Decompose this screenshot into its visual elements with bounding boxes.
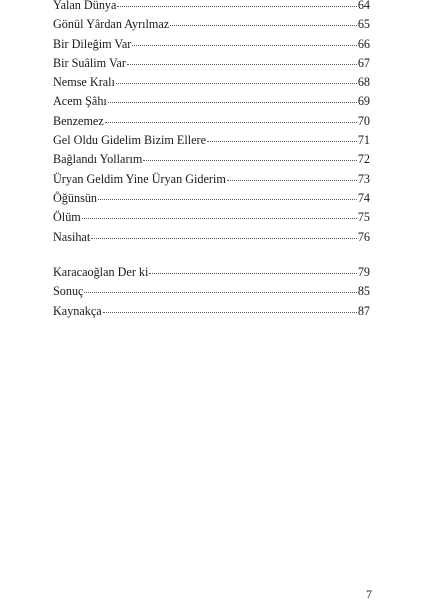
toc-entry xyxy=(53,208,370,227)
toc-entry-title: Üryan Geldim Yine Üryan Giderim xyxy=(53,171,226,186)
toc-entry-page: 69 xyxy=(357,94,370,109)
toc-entry-page: 70 xyxy=(357,113,370,128)
toc-entry-title: Karacaoğlan Der ki xyxy=(53,265,149,279)
toc-entry xyxy=(53,228,370,247)
toc-entry xyxy=(53,131,370,150)
toc-entry xyxy=(53,189,370,208)
toc-entry-page: 73 xyxy=(357,171,370,186)
toc-entry-page: 87 xyxy=(357,303,370,318)
toc-leader-dots xyxy=(132,45,357,46)
toc-entry-title: Gel Oldu Gidelim Bizim Ellere xyxy=(53,133,206,148)
table-of-contents-section-1 xyxy=(53,0,370,247)
toc-entry-title: Sonuç xyxy=(53,284,84,299)
toc-entry-page: 76 xyxy=(357,229,370,244)
toc-entry-title: Bir Dileğim Var xyxy=(53,36,132,51)
toc-entry-title: Bir Suâlim Var xyxy=(53,55,126,70)
toc-leader-dots xyxy=(227,180,357,181)
toc-entry-page: 68 xyxy=(357,75,370,90)
toc-entry-title: Bağlandı Yollarım xyxy=(53,152,143,167)
toc-entry-title: Öğünsün xyxy=(53,190,98,205)
toc-entry-title: Acem Şâhı xyxy=(53,94,107,109)
toc-entry xyxy=(53,92,370,111)
toc-entry-title: Nasihat xyxy=(53,229,91,244)
toc-entry-page: 66 xyxy=(357,36,370,51)
toc-entry-title: Benzemez xyxy=(53,113,104,128)
toc-leader-dots xyxy=(108,102,357,103)
toc-entry xyxy=(53,282,370,301)
toc-entry-title: Yalan Dünya xyxy=(53,0,117,12)
toc-entry xyxy=(53,112,370,131)
toc-entry-title: Kaynakça xyxy=(53,303,102,318)
toc-leader-dots xyxy=(103,312,357,313)
toc-leader-dots xyxy=(207,141,357,142)
page-number: 7 xyxy=(366,587,372,600)
toc-entry-page: 71 xyxy=(357,133,370,148)
toc-entry-page: 85 xyxy=(357,284,370,299)
toc-leader-dots xyxy=(149,273,356,274)
toc-entry-title: Ölüm xyxy=(53,210,81,225)
toc-entry-page: 67 xyxy=(357,55,370,70)
toc-leader-dots xyxy=(116,83,357,84)
toc-entry-page: 72 xyxy=(357,152,370,167)
toc-leader-dots xyxy=(82,218,357,219)
toc-leader-dots xyxy=(105,122,357,123)
toc-leader-dots xyxy=(117,6,356,7)
toc-entry xyxy=(53,263,370,282)
toc-leader-dots xyxy=(91,238,357,239)
toc-entry xyxy=(53,170,370,189)
toc-leader-dots xyxy=(143,160,356,161)
toc-leader-dots xyxy=(98,199,357,200)
table-of-contents-section-2 xyxy=(53,263,370,321)
toc-entry-page: 74 xyxy=(357,190,370,205)
toc-entry-page: 75 xyxy=(357,210,370,225)
toc-entry xyxy=(53,0,370,15)
toc-entry xyxy=(53,302,370,321)
toc-entry-page: 79 xyxy=(357,265,370,279)
toc-entry-page: 65 xyxy=(357,17,370,32)
toc-leader-dots xyxy=(127,64,357,65)
toc-entry xyxy=(53,54,370,73)
toc-entry-title: Nemse Kralı xyxy=(53,75,115,90)
toc-leader-dots xyxy=(170,25,357,26)
toc-entry xyxy=(53,150,370,169)
toc-leader-dots xyxy=(84,292,356,293)
toc-entry xyxy=(53,15,370,34)
toc-entry xyxy=(53,73,370,92)
toc-entry-page: 64 xyxy=(357,0,370,12)
toc-entry xyxy=(53,35,370,54)
toc-entry-title: Gönül Yârdan Ayrılmaz xyxy=(53,17,170,32)
